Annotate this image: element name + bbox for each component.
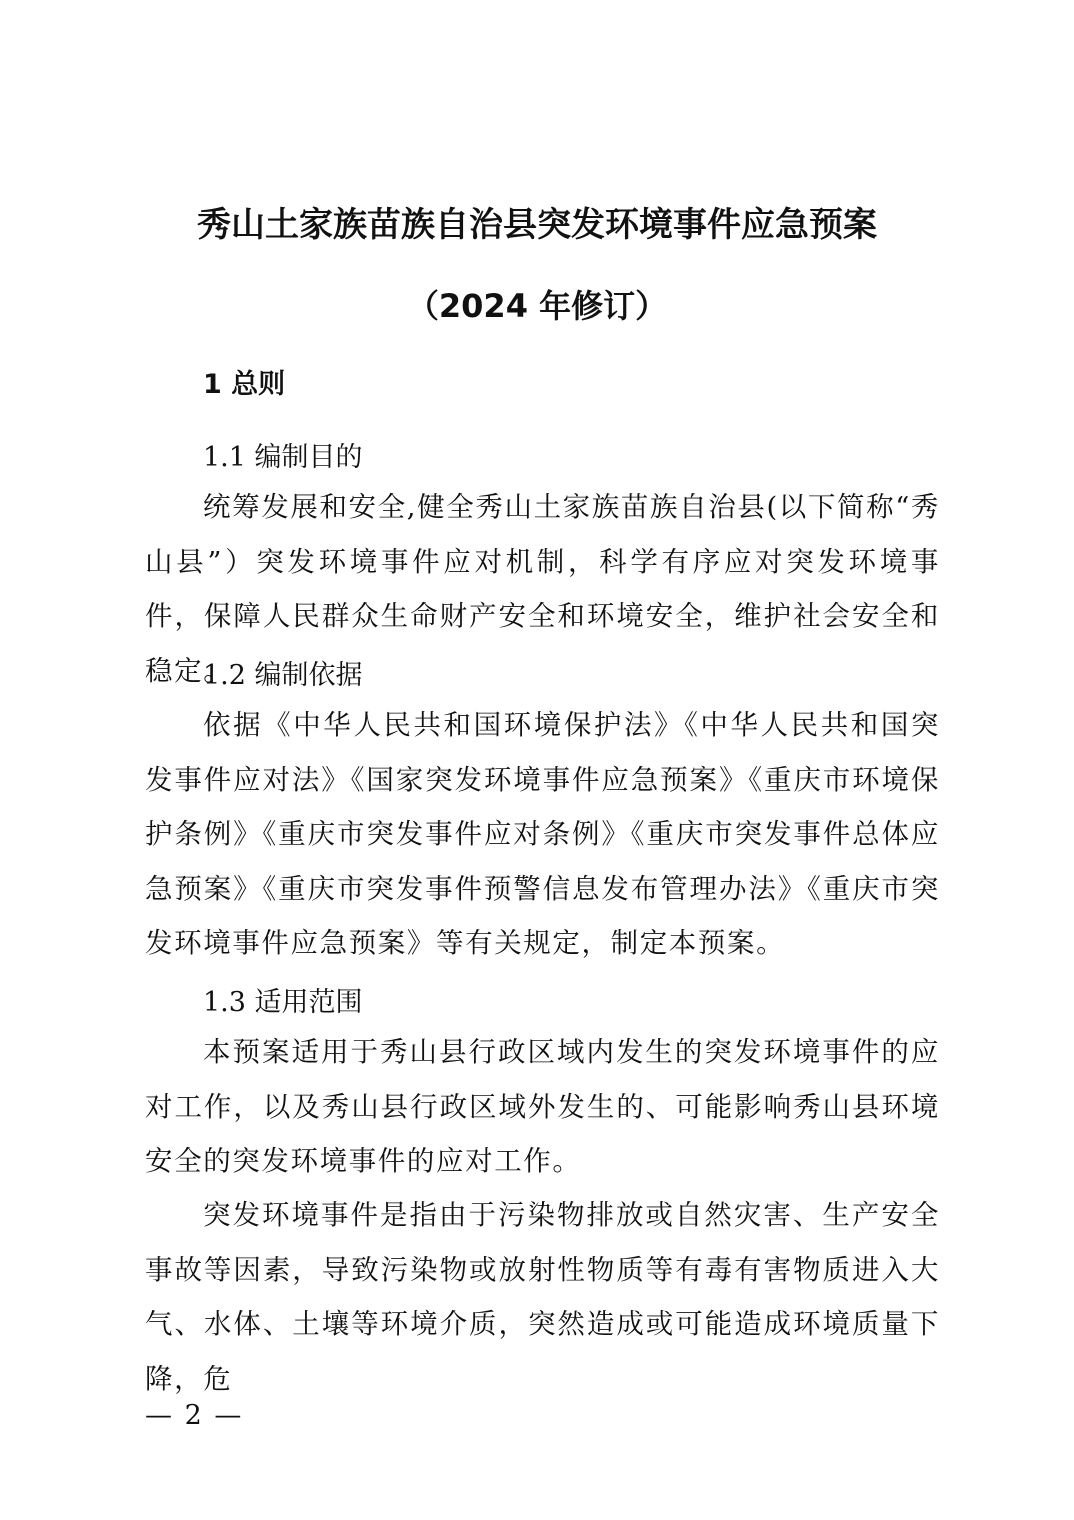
section-heading-purpose: 1.1 编制目的 bbox=[203, 442, 363, 473]
paragraph-basis: 依据《中华人民共和国环境保护法》《中华人民共和国突发事件应对法》《国家突发环境事件应急预案》《重庆市环境保护条例》《重庆市突发事件应对条例》《重庆市突发事件总体应急预案》《重庆市突发事件预警信息发布管理办法》《重庆市突发环境事件应急预案》等有关规定，制定本预案。 bbox=[145, 709, 940, 959]
section-heading-basis: 1.2 编制依据 bbox=[203, 660, 363, 691]
section-heading-scope: 1.3 适用范围 bbox=[203, 987, 363, 1018]
paragraph-purpose: 统筹发展和安全,健全秀山土家族苗族自治县(以下简称“秀山县”）突发环境事件应对机制，科学有序应对突发环境事件，保障人民群众生命财产安全和环境安全，维护社会安全和稳定。 bbox=[145, 491, 940, 687]
page-number: — 2 — bbox=[145, 1400, 244, 1431]
paragraph-scope-1: 本预案适用于秀山县行政区域内发生的突发环境事件的应对工作，以及秀山县行政区域外发生的、可能影响秀山县环境安全的突发环境事件的应对工作。 bbox=[145, 1036, 940, 1177]
document-subtitle: （2024 年修订） bbox=[406, 287, 668, 325]
document-title: 秀山土家族苗族自治县突发环境事件应急预案 bbox=[197, 205, 877, 245]
section-heading-general: 1 总则 bbox=[203, 369, 286, 400]
paragraph-scope-2: 突发环境事件是指由于污染物排放或自然灾害、生产安全事故等因素，导致污染物或放射性物质等有毒有害物质进入大气、水体、土壤等环境介质，突然造成或可能造成环境质量下降，危 bbox=[145, 1199, 940, 1395]
